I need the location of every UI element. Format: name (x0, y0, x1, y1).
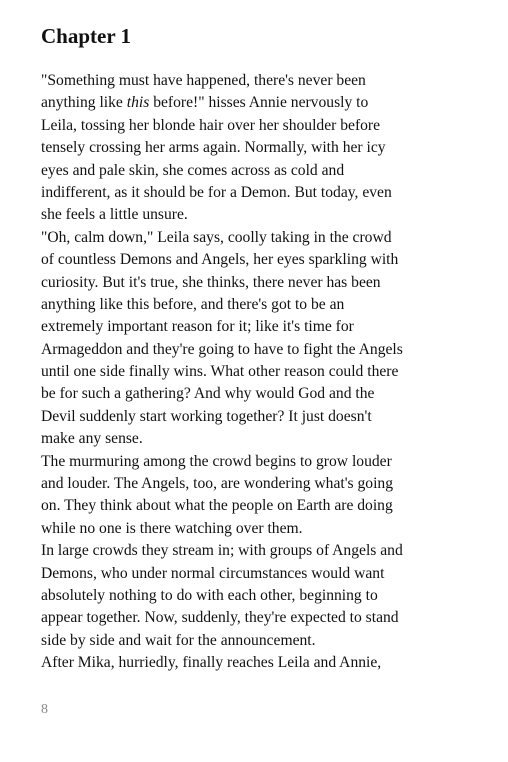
text-line: indifferent, as it should be for a Demon. But today, even (41, 183, 392, 201)
text-line: Leila, tossing her blonde hair over her shoulder before (41, 116, 381, 134)
text-fragment: before!" hisses Annie nervously to (149, 94, 369, 112)
text-line: she feels a little unsure. (41, 206, 188, 224)
text-line: In large crowds they stream in; with groups of Angels and (41, 542, 403, 560)
text-line: on. They think about what the people on Earth are doing (41, 497, 393, 515)
text-line: until one side finally wins. What other reason could there (41, 363, 399, 381)
chapter-body (41, 70, 481, 675)
page-number: 8 (41, 702, 48, 717)
text-line: of countless Demons and Angels, her eyes sparkling with (41, 251, 399, 269)
text-line: be for such a gathering? And why would God and the (41, 385, 375, 403)
text-line: Demons, who under normal circumstances would want (41, 564, 385, 582)
text-line: Armageddon and they're going to have to fight the Angels (41, 340, 403, 358)
text-line: "Oh, calm down," Leila says, coolly taking in the crowd (41, 228, 392, 246)
text-line: and louder. The Angels, too, are wondering what's going (41, 475, 394, 493)
text-fragment: anything like (41, 94, 127, 112)
chapter-title: Chapter 1 (41, 24, 132, 48)
text-line: After Mika, hurriedly, finally reaches Leila and Annie, (41, 654, 382, 672)
italic-emphasis: this (126, 94, 150, 112)
text-line: appear together. Now, suddenly, they're expected to stand (41, 609, 399, 627)
text-line: anything like this before, and there's got to be an (41, 295, 345, 313)
text-line: eyes and pale skin, she comes across as cold and (41, 161, 345, 179)
text-line: make any sense. (41, 430, 143, 448)
text-line: The murmuring among the crowd begins to grow louder (41, 452, 392, 470)
text-line (41, 92, 481, 114)
text-line: "Something must have happened, there's never been (41, 72, 366, 89)
text-line: absolutely nothing to do with each other, beginning to (41, 586, 378, 604)
text-line: Devil suddenly start working together? It just doesn't (41, 407, 372, 425)
text-line: side by side and wait for the announcement. (41, 631, 316, 649)
text-line: curiosity. But it's true, she thinks, there never has been (41, 273, 381, 291)
text-line: extremely important reason for it; like it's time for (41, 318, 354, 336)
text-line: tensely crossing her arms again. Normally, with her icy (41, 139, 386, 157)
text-line: while no one is there watching over them. (41, 519, 303, 537)
